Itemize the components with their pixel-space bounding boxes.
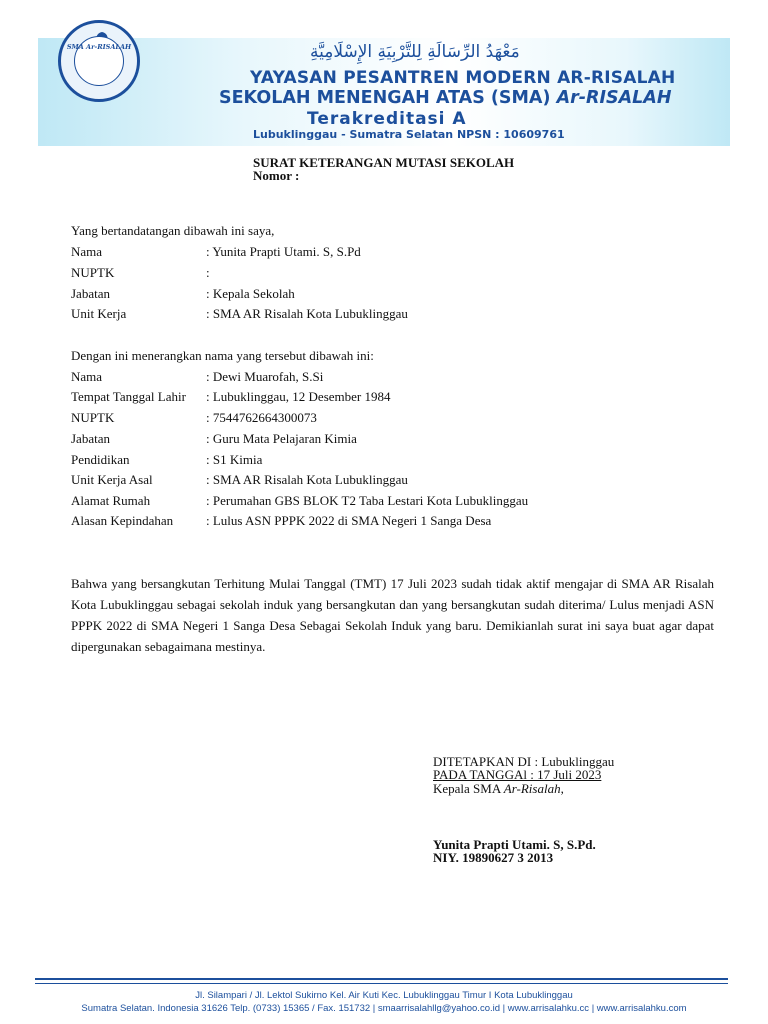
- role-prefix: Kepala SMA: [433, 781, 504, 796]
- subject-label: Tempat Tanggal Lahir: [71, 389, 186, 404]
- signer-label: Unit Kerja: [71, 306, 127, 321]
- footer-address-line1: Jl. Silampari / Jl. Lektol Sukirno Kel. Air Kuti Kec. Lubuklinggau Timur I Kota Lubuklinggau: [195, 990, 573, 1001]
- signer-label: NUPTK: [71, 265, 115, 280]
- subject-label: Alasan Kepindahan: [71, 513, 174, 528]
- subject-value: : Perumahan GBS BLOK T2 Taba Lestari Kota Lubuklinggau: [206, 493, 529, 508]
- subject-label: Nama: [71, 369, 103, 384]
- school-seal-logo: [58, 20, 140, 102]
- signer-niy: NIY. 19890627 3 2013: [433, 850, 554, 865]
- signer-label: Jabatan: [71, 286, 110, 301]
- subject-value: : Dewi Muarofah, S.Si: [206, 369, 324, 384]
- letter-body: Bahwa yang bersangkutan Terhitung Mulai Tanggal (TMT) 17 Juli 2023 sudah tidak aktif mengajar di SMA AR Risalah Kota Lubuklinggau sebagai sekolah induk yang bersangkutan dan yang bersangkutan sudah diterima/ Lulus menjadi ASN PPPK 2022 di SMA Negeri 1 Sanga Desa Sebagai Sekolah Induk yang baru. Demikianlah surat ini saya buat agar dapat dipergunakan sebagaimana mestinya.: [71, 576, 714, 654]
- footer-divider-top: [35, 978, 728, 980]
- subject-label: NUPTK: [71, 410, 115, 425]
- role-name: Ar-Risalah: [503, 781, 561, 796]
- subject-value: : S1 Kimia: [206, 452, 263, 467]
- accreditation: Terakreditasi A: [307, 109, 467, 129]
- arabic-school-name: مَعْهَدُ الرِّسَالَةِ لِلتَّرْبِيَةِ الإِسْلَامِيَّةِ: [310, 42, 520, 62]
- foundation-name: YAYASAN PESANTREN MODERN AR-RISALAH: [250, 68, 676, 88]
- school-name: [219, 88, 671, 108]
- subject-value: : Guru Mata Pelajaran Kimia: [206, 431, 357, 446]
- subject-value: : Lulus ASN PPPK 2022 di SMA Negeri 1 Sanga Desa: [206, 513, 492, 528]
- subject-value: : SMA AR Risalah Kota Lubuklinggau: [206, 472, 408, 487]
- intro-text: Yang bertandatangan dibawah ini saya,: [71, 223, 275, 238]
- signer-label: Nama: [71, 244, 103, 259]
- letter-number: Nomor :: [253, 168, 300, 183]
- seal-text: SMA Ar-RISALAH: [66, 43, 132, 51]
- signer-value: : SMA AR Risalah Kota Lubuklinggau: [206, 306, 408, 321]
- subject-label: Unit Kerja Asal: [71, 472, 153, 487]
- signer-value: : Yunita Prapti Utami. S, S.Pd: [206, 244, 361, 259]
- school-name-prefix: SEKOLAH MENENGAH ATAS (SMA): [219, 88, 557, 108]
- signer-name: Yunita Prapti Utami. S, S.Pd.: [433, 837, 596, 852]
- signer-value: :: [206, 265, 210, 280]
- subject-intro-text: Dengan ini menerangkan nama yang tersebut dibawah ini:: [71, 348, 374, 363]
- subject-label: Pendidikan: [71, 452, 130, 467]
- signature-place: DITETAPKAN DI : Lubuklinggau: [433, 754, 615, 769]
- footer-divider-bottom: [35, 983, 728, 984]
- letter-title: SURAT KETERANGAN MUTASI SEKOLAH: [253, 155, 515, 170]
- role-suffix: ,: [560, 781, 564, 796]
- signature-date: PADA TANGGAl : 17 Juli 2023: [433, 767, 602, 782]
- signature-role: [433, 781, 564, 797]
- subject-value: : 7544762664300073: [206, 410, 317, 425]
- subject-value: : Lubuklinggau, 12 Desember 1984: [206, 389, 391, 404]
- location-npsn: Lubuklinggau - Sumatra Selatan NPSN : 10609761: [253, 128, 565, 141]
- school-brand: Ar-RISALAH: [556, 88, 672, 108]
- subject-label: Jabatan: [71, 431, 110, 446]
- footer-address-line2: Sumatra Selatan. Indonesia 31626 Telp. (0733) 15365 / Fax. 151732 | smaarrisalahllg@yahoo.co.id | www.arrisalahku.cc | www.arrisalahku.com: [81, 1003, 687, 1014]
- subject-label: Alamat Rumah: [71, 493, 151, 508]
- signer-value: : Kepala Sekolah: [206, 286, 295, 301]
